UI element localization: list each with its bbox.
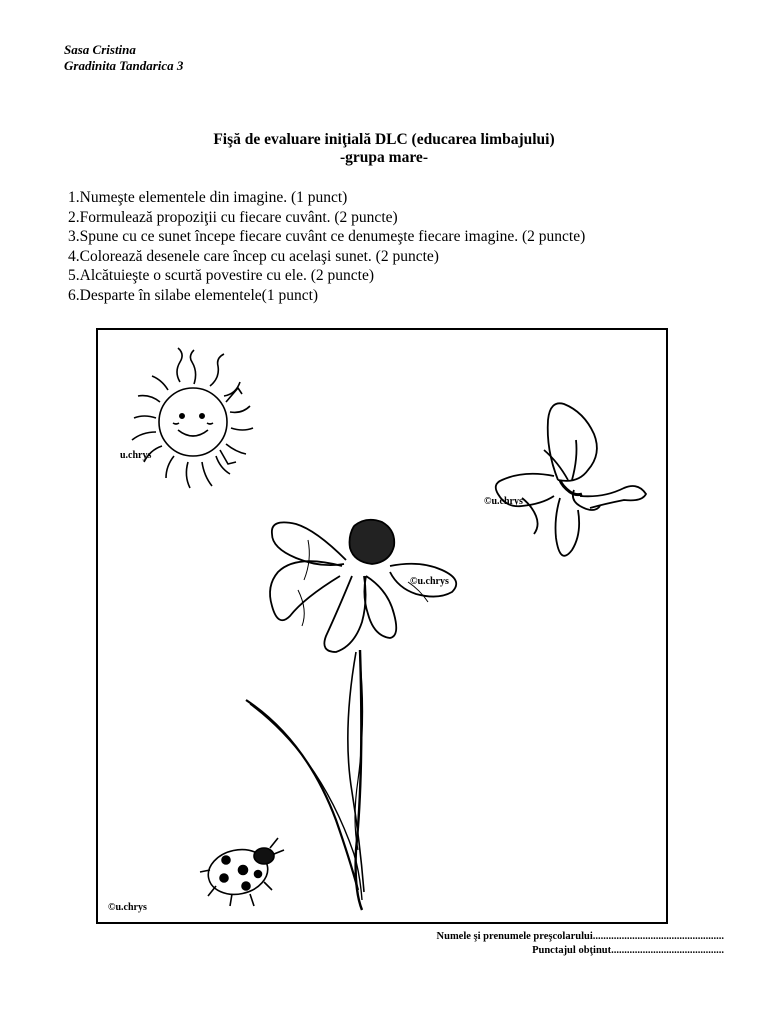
task-item: 5.Alcătuieşte o scurtă povestire cu ele. (2 puncte): [68, 267, 375, 285]
student-name-line: Numele şi prenumele preşcolarului..................................................: [436, 931, 724, 942]
task-item: 2.Formulează propoziţii cu fiecare cuvânt. (2 puncte): [68, 208, 398, 226]
worksheet-title: [0, 131, 768, 167]
task-item: 6.Desparte în silabe elementele(1 punct): [68, 286, 319, 304]
watermark-flower: ©u.chrys: [410, 576, 449, 587]
watermark-sun: u.chrys: [120, 450, 152, 461]
school-name: Gradinita Tandarica 3: [64, 58, 184, 73]
task-list: [68, 188, 585, 306]
author-name: Sasa Cristina: [64, 42, 136, 57]
task-item: 3.Spune cu ce sunet începe fiecare cuvânt ce denumeşte fiecare imagine. (2 puncte): [68, 228, 586, 246]
butterfly-icon: [496, 403, 646, 555]
illustration-canvas: [98, 330, 666, 922]
watermark-butterfly: ©u.chrys: [484, 496, 523, 507]
title-line-1: Fişă de evaluare iniţială DLC (educarea limbajului): [213, 131, 555, 148]
author-header: [64, 42, 183, 74]
title-line-2: -grupa mare-: [340, 149, 428, 166]
student-info: [437, 930, 724, 958]
watermark-ladybug: ©u.chrys: [108, 902, 147, 913]
sun-icon: [132, 348, 253, 488]
task-item: 4.Colorează desenele care încep cu acelaşi sunet. (2 puncte): [68, 247, 439, 265]
task-item: 1.Numeşte elementele din imagine. (1 punct): [68, 189, 348, 206]
score-line: Punctajul obţinut...........................................: [532, 945, 724, 956]
illustration-frame: [96, 328, 668, 924]
ladybug-icon: [200, 838, 284, 906]
